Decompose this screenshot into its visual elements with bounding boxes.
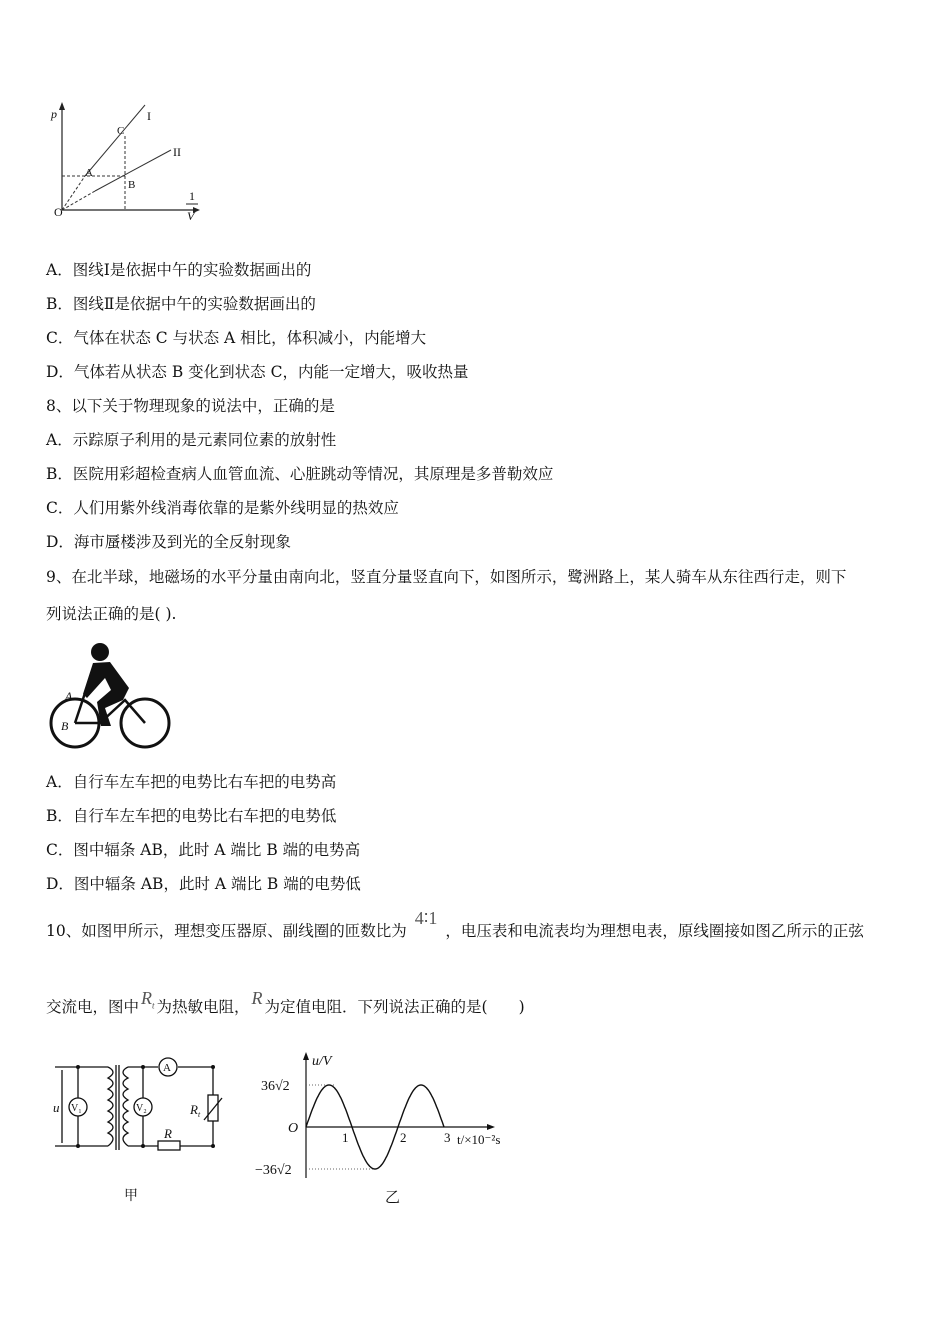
thermistor-symbol xyxy=(141,988,155,1011)
graph-caption: 乙 xyxy=(385,1190,401,1206)
y-axis-label-text: u/V xyxy=(312,1054,332,1069)
pv-graph xyxy=(45,98,215,228)
x-axis-label: t/×10⁻²s xyxy=(457,1132,501,1147)
q10-stem-line2-c: 为定值电阻．下列说法正确的是( ) xyxy=(264,998,525,1016)
q9-stem-line2: 列说法正确的是( ). xyxy=(46,605,177,623)
thermistor-subscript: t xyxy=(197,1110,201,1119)
q10-stem-line2 xyxy=(46,988,525,1024)
line1-label: I xyxy=(147,109,151,123)
resistor-symbol: R xyxy=(251,988,263,1008)
y-axis-label xyxy=(312,1054,333,1069)
resistor-label: R xyxy=(164,1126,172,1141)
spoke-end-a-label: A xyxy=(65,689,73,703)
thermistor-label xyxy=(189,1102,201,1119)
x-label-den: V xyxy=(187,209,195,223)
q9-option-c: C．图中辐条 AB，此时 A 端比 B 端的电势高 xyxy=(46,841,361,859)
q7-option-d: D．气体若从状态 B 变化到状态 C，内能一定增大，吸收热量 xyxy=(46,363,469,381)
q10-stem-line2-b: 为热敏电阻， xyxy=(156,998,250,1016)
thermistor-letter: R xyxy=(190,1102,198,1117)
ac-voltage-graph xyxy=(255,1050,535,1210)
voltmeter-v2: V₂ xyxy=(136,1103,147,1114)
tick-3: 3 xyxy=(444,1130,451,1145)
trough-label: −36√2 xyxy=(255,1163,292,1178)
turns-ratio: 4∶1 xyxy=(414,908,438,928)
peak-label: 36√2 xyxy=(261,1079,290,1094)
rt-letter: R xyxy=(141,988,153,1008)
q8-option-d: D．海市蜃楼涉及到光的全反射现象 xyxy=(46,533,291,551)
q10-stem-line1 xyxy=(46,908,864,941)
ammeter-label: A xyxy=(163,1062,171,1074)
point-b-label: B xyxy=(128,179,136,191)
q10-stem-part1: 10、如图甲所示，理想变压器原、副线圈的匝数比为 xyxy=(46,922,407,940)
circuit-caption: 甲 xyxy=(124,1189,138,1204)
transformer-circuit-figure xyxy=(50,1050,240,1210)
y-axis-label: p xyxy=(51,107,57,121)
q7-option-a: A．图线Ⅰ是依据中午的实验数据画出的 xyxy=(46,261,312,279)
q9-option-d: D．图中辐条 AB，此时 A 端比 B 端的电势低 xyxy=(46,875,361,893)
origin-label: O xyxy=(288,1121,299,1136)
x-label-num: 1 xyxy=(189,189,195,203)
tick-1: 1 xyxy=(342,1130,349,1145)
input-voltage-label: u xyxy=(53,1100,60,1115)
q9-stem-line1: 9、在北半球，地磁场的水平分量由南向北，竖直分量竖直向下，如图所示，鹭洲路上，某人骑车从东往西行走，则下 xyxy=(46,568,847,586)
q9-option-b: B．自行车左车把的电势比右车把的电势低 xyxy=(46,807,337,825)
q8-option-b: B．医院用彩超检查病人血管血流、心脏跳动等情况，其原理是多普勒效应 xyxy=(46,465,554,483)
spoke-end-b-label: B xyxy=(61,719,69,733)
origin-label: O xyxy=(54,205,63,219)
q8-option-a: A．示踪原子利用的是元素同位素的放射性 xyxy=(46,431,337,449)
point-c-label: C xyxy=(117,125,125,137)
q8-stem: 8、以下关于物理现象的说法中，正确的是 xyxy=(46,397,335,415)
q9-option-a: A．自行车左车把的电势比右车把的电势高 xyxy=(46,773,337,791)
q10-stem-part2: ，电压表和电流表均为理想电表，原线圈接如图乙所示的正弦 xyxy=(445,922,864,940)
point-a-label: A xyxy=(85,167,93,179)
tick-2: 2 xyxy=(400,1130,407,1145)
q8-option-c: C．人们用紫外线消毒依靠的是紫外线明显的热效应 xyxy=(46,499,399,517)
q10-stem-line2-a: 交流电，图中 xyxy=(46,998,140,1016)
rt-subscript: t xyxy=(152,1000,155,1011)
q7-option-b: B．图线Ⅱ是依据中午的实验数据画出的 xyxy=(46,295,316,313)
bicycle-rider-figure xyxy=(45,638,175,753)
q7-option-c: C．气体在状态 C 与状态 A 相比，体积减小，内能增大 xyxy=(46,329,427,347)
voltmeter-v1: V₁ xyxy=(71,1103,82,1114)
line2-label: II xyxy=(173,145,181,159)
